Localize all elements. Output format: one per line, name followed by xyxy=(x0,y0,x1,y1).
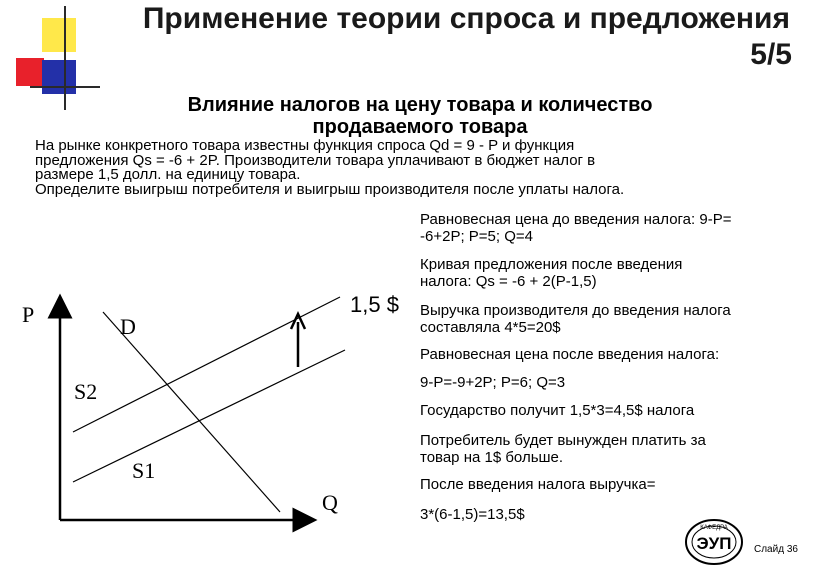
slide-number: Слайд 36 xyxy=(754,544,798,555)
department-logo xyxy=(684,518,744,566)
q-axis-label: Q xyxy=(322,490,338,515)
note-supply-after-tax xyxy=(420,256,682,290)
supply-curve-s1 xyxy=(73,350,345,482)
note-line: Равновесная цена до введения налога: 9-P= xyxy=(420,211,732,228)
note-line: налога: Qs = -6 + 2(P-1,5) xyxy=(420,273,597,290)
subtitle-line-2: продаваемого товара xyxy=(312,116,528,138)
slide-title: Применение теории спроса и предложения xyxy=(142,2,790,35)
demand-curve xyxy=(103,312,280,512)
note-line: -6+2P; P=5; Q=4 xyxy=(420,228,533,245)
note-consumer-pays-more xyxy=(420,432,706,466)
problem-line-2: предложения Qs = -6 + 2P. Производители товара уплачивают в бюджет налог в xyxy=(35,151,596,169)
problem-line-3: размере 1,5 долл. на единицу товара. xyxy=(35,166,301,183)
note-revenue-before xyxy=(420,302,731,336)
s2-label: S2 xyxy=(74,379,98,404)
note-revenue-after: После введения налога выручка= xyxy=(420,476,656,493)
note-line: Кривая предложения после введения xyxy=(420,256,683,273)
demand-label: D xyxy=(120,314,136,339)
note-equilibrium-after-calc: 9-P=-9+2P; P=6; Q=3 xyxy=(420,374,566,391)
note-government-tax: Государство получит 1,5*3=4,5$ налога xyxy=(420,402,695,419)
slide-number-title: 5/5 xyxy=(750,38,792,71)
note-revenue-after-calc: 3*(6-1,5)=13,5$ xyxy=(420,506,525,523)
problem-line-4: Определите выигрыш потребителя и выигрыш производителя после уплаты налога. xyxy=(35,180,625,198)
note-line: товар на 1$ больше. xyxy=(420,449,564,466)
subtitle-line-1: Влияние налогов на цену товара и количество xyxy=(187,94,653,116)
note-line: Потребитель будет вынужден платить за xyxy=(420,432,706,449)
note-line: Выручка производителя до введения налога xyxy=(420,302,731,319)
s1-label: S1 xyxy=(132,458,156,483)
note-equilibrium-after: Равновесная цена после введения налога: xyxy=(420,346,720,363)
logo-main-text: ЭУП xyxy=(696,534,732,553)
problem-line-1: На рынке конкретного товара известны функция спроса Qd = 9 - P и функция xyxy=(35,137,575,154)
p-axis-label: P xyxy=(22,302,35,327)
note-equilibrium-before xyxy=(420,211,731,245)
tax-amount-label: 1,5 $ xyxy=(350,292,399,317)
note-line: составляла 4*5=20$ xyxy=(420,319,561,336)
logo-top-text: КАФЕДРА xyxy=(700,525,728,531)
